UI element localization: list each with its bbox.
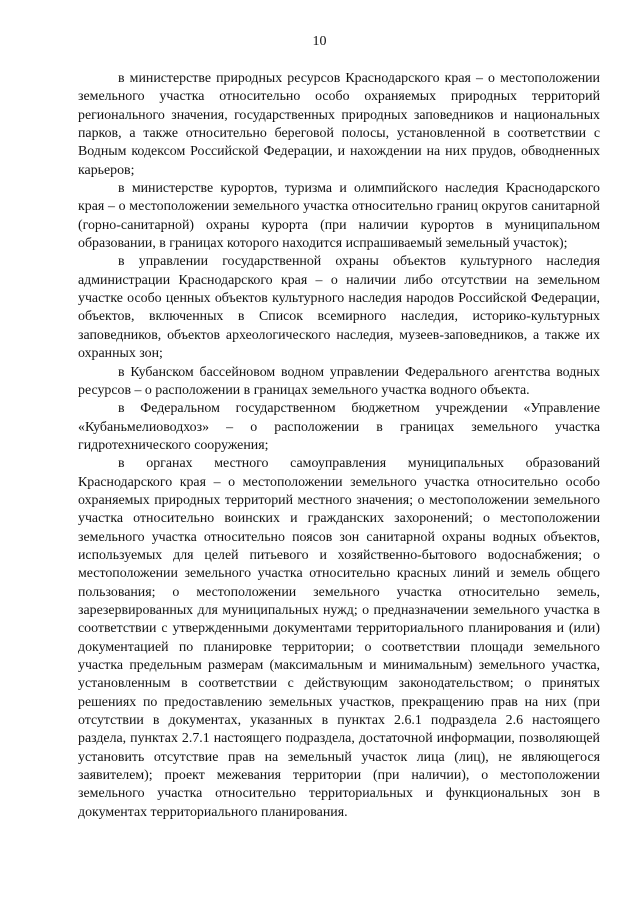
- paragraph-water-management: в Кубанском бассейновом водном управлении Федерального агентства водных ресурсов – о расположении в границах земельного участка водного объекта.: [78, 364, 600, 398]
- paragraph-local-self-government: в органах местного самоуправления муниципальных образований Краснодарского края – о местоположении земельного участка относительно особо охраняемых природных территорий местного значения; о местоположении земельного участка относительно воинских и гражданских захоронений; о местоположении земельного участка относительно поясов зон санитарной охраны водных объектов, используемых для целей питьевого и хозяйственно-бытового водоснабжения; о местоположении земельного участка относительно красных линий и земель общего пользования; о местоположении земельного участка относительно земель, зарезервированных для муниципальных нужд; о предназначении земельного участка в соответствии с утвержденными документами территориального планирования и (или) документацией по планировке территории; о соответствии площади земельного участка предельным размерам (максимальным и минимальным) земельного участка, установленным в соответствии с действующим законодательством; о принятых решениях по предоставлению земельных участков, прекращению прав на них (при отсутствии в документах, указанных в пунктах 2.6.1 подраздела 2.6 настоящего раздела, пунктах 2.7.1 настоящего подраздела, достаточной информации, позволяющей установить отсутствие прав на земельный участок лица (лиц), не являющегося заявителем); проект межевания территории (при наличии), о местоположении земельного участка относительно территориальных и функциональных зон в документах территориального планирования.: [78, 456, 600, 820]
- page-number: 10: [312, 34, 327, 49]
- document-body: [78, 70, 600, 822]
- paragraph-melioration-agency: в Федеральном государственном бюджетном учреждении «Управление «Кубаньмелиоводхоз» – о расположении в границах земельного участка гидротехнического сооружения;: [78, 401, 600, 453]
- paragraph-ministry-natural-resources: в министерстве природных ресурсов Краснодарского края – о местоположении земельного участка относительно особо охраняемых природных территорий регионального значения, государственных природных заповедников и национальных парков, а также относительно береговой полосы, установленной в соответствии с Водным кодексом Российской Федерации, и нахождении на них прудов, обводненных карьеров;: [78, 71, 600, 178]
- paragraph-cultural-heritage: в управлении государственной охраны объектов культурного наследия администрации Краснодарского края – о наличии либо отсутствии на земельном участке особо ценных объектов культурного наследия народов Российской Федерации, объектов, включенных в Список всемирного наследия, историко-культурных заповедников, объектов археологического наследия, музеев-заповедников, а также их охранных зон;: [78, 254, 600, 362]
- paragraph-ministry-resorts: в министерстве курортов, туризма и олимпийского наследия Краснодарского края – о местоположении земельного участка относительно границ округов санитарной (горно-санитарной) охраны курорта (при наличии курортов в муниципальном образовании, в границах которого находится испрашиваемый земельный участок);: [78, 181, 600, 252]
